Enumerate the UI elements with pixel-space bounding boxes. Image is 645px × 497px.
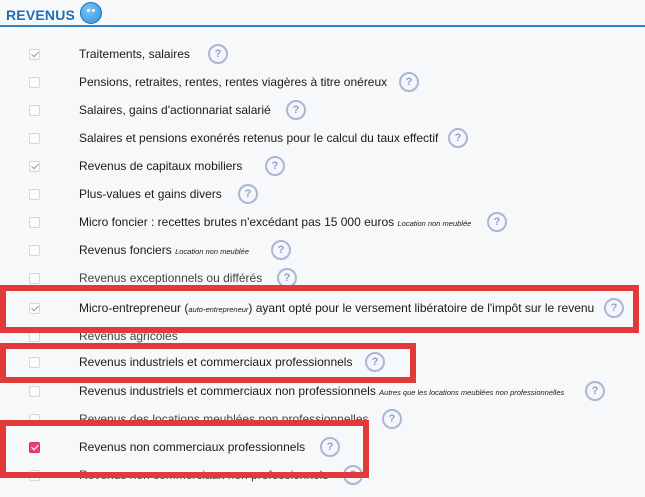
checkbox-bnc-non-professionnels[interactable] xyxy=(29,470,40,481)
label-salaires-actionnariat: Salaires, gains d'actionnariat salarié xyxy=(79,103,271,117)
label-bic-non-professionnels: Revenus industriels et commerciaux non professionnels Autres que les locations meublées non professionnelles xyxy=(79,384,565,398)
help-icon[interactable]: ? xyxy=(271,240,291,260)
checkbox-pensions-retraites[interactable] xyxy=(29,77,40,88)
label-bic-professionnels: Revenus industriels et commerciaux professionnels xyxy=(79,355,353,369)
checkbox-bic-non-professionnels[interactable] xyxy=(29,386,40,397)
label-note: Autres que les locations meublées non professionnelles xyxy=(379,388,565,397)
label-micro-entrepreneur: Micro-entrepreneur (auto-entrepreneur) ayant opté pour le versement libératoire de l'impôt sur le revenu xyxy=(79,301,595,315)
help-icon[interactable]: ? xyxy=(448,128,468,148)
help-icon[interactable]: ? xyxy=(365,352,385,372)
checkbox-plus-values[interactable] xyxy=(29,189,40,200)
list-item-revenus-exceptionnels xyxy=(0,268,645,292)
checkbox-revenus-fonciers[interactable] xyxy=(29,245,40,256)
header-divider xyxy=(0,25,645,27)
list-item-traitements-salaires xyxy=(0,44,645,68)
checkbox-micro-foncier[interactable] xyxy=(29,217,40,228)
list-item-micro-foncier xyxy=(0,212,645,236)
help-icon[interactable]: ? xyxy=(382,409,402,429)
help-icon[interactable]: ? xyxy=(277,268,297,288)
label-capitaux-mobiliers: Revenus de capitaux mobiliers xyxy=(79,159,243,173)
help-icon[interactable]: ? xyxy=(265,156,285,176)
help-icon[interactable]: ? xyxy=(604,298,624,318)
list-item-locations-meublees xyxy=(0,409,645,433)
list-item-salaires-exoneres xyxy=(0,128,645,152)
checkbox-revenus-exceptionnels[interactable] xyxy=(29,273,40,284)
checkbox-salaires-actionnariat[interactable] xyxy=(29,105,40,116)
list-item-bnc-non-professionnels xyxy=(0,465,645,489)
help-icon[interactable]: ? xyxy=(399,72,419,92)
help-icon[interactable]: ? xyxy=(238,184,258,204)
label-salaires-exoneres: Salaires et pensions exonérés retenus pour le calcul du taux effectif xyxy=(79,131,439,145)
label-note: Location non meublée xyxy=(175,247,249,256)
checkbox-locations-meublees[interactable] xyxy=(29,414,40,425)
list-item-pensions-retraites xyxy=(0,72,645,96)
checkbox-micro-entrepreneur[interactable] xyxy=(29,303,40,314)
label-locations-meublees: Revenus des locations meublées non professionnelles xyxy=(79,412,369,426)
list-item-bic-non-professionnels xyxy=(0,381,645,405)
label-revenus-agricoles: Revenus agricoles xyxy=(79,329,178,343)
checkbox-capitaux-mobiliers[interactable] xyxy=(29,161,40,172)
label-plus-values: Plus-values et gains divers xyxy=(79,187,222,201)
help-icon[interactable]: ? xyxy=(585,381,605,401)
label-traitements-salaires: Traitements, salaires xyxy=(79,47,190,61)
checkbox-bic-professionnels[interactable] xyxy=(29,357,40,368)
label-revenus-exceptionnels: Revenus exceptionnels ou différés xyxy=(79,271,263,285)
list-item-capitaux-mobiliers xyxy=(0,156,645,180)
help-icon[interactable]: ? xyxy=(343,465,363,485)
list-item-bnc-professionnels xyxy=(0,437,645,461)
help-icon[interactable]: ? xyxy=(286,100,306,120)
help-icon[interactable]: ? xyxy=(208,44,228,64)
list-item-bic-professionnels xyxy=(0,352,645,376)
checkbox-traitements-salaires[interactable] xyxy=(29,49,40,60)
list-item-micro-entrepreneur xyxy=(0,298,645,322)
label-micro-foncier: Micro foncier : recettes brutes n'excédant pas 15 000 euros Location non meublée xyxy=(79,215,472,229)
label-pensions-retraites: Pensions, retraites, rentes, rentes viagères à titre onéreux xyxy=(79,75,388,89)
section-title: REVENUS xyxy=(6,7,76,23)
checkbox-revenus-agricoles[interactable] xyxy=(29,331,40,342)
checkbox-bnc-professionnels[interactable] xyxy=(29,442,40,453)
checkbox-salaires-exoneres[interactable] xyxy=(29,133,40,144)
label-revenus-fonciers: Revenus fonciers Location non meublée xyxy=(79,243,249,257)
label-bnc-professionnels: Revenus non commerciaux professionnels xyxy=(79,440,306,454)
list-item-plus-values xyxy=(0,184,645,208)
section-header xyxy=(0,0,645,30)
list-item-revenus-agricoles xyxy=(0,326,645,350)
help-icon[interactable]: ? xyxy=(487,212,507,232)
label-note: Location non meublée xyxy=(397,219,472,228)
list-item-revenus-fonciers xyxy=(0,240,645,264)
mascot-icon[interactable] xyxy=(80,2,102,24)
label-bnc-non-professionnels: Revenus non commerciaux non professionnels xyxy=(79,468,329,482)
list-item-salaires-actionnariat xyxy=(0,100,645,124)
help-icon[interactable]: ? xyxy=(320,437,340,457)
